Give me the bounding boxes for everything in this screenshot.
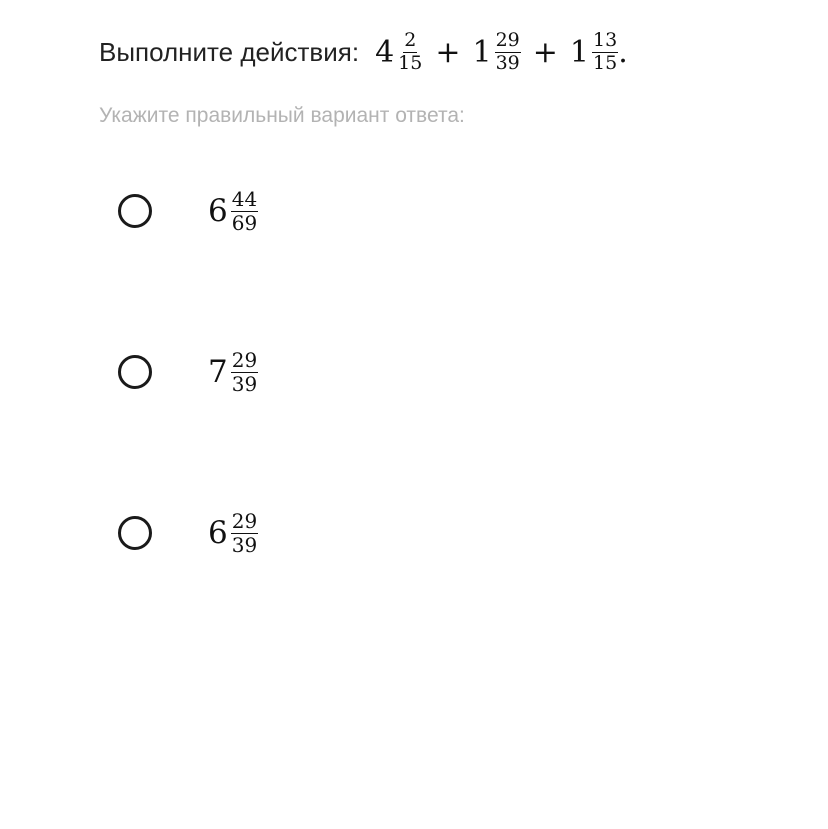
answer-option-3[interactable] — [118, 498, 418, 568]
option-3-fraction — [231, 508, 258, 557]
term-1-numerator: 2 — [404, 28, 417, 51]
option-1-denominator: 69 — [231, 210, 258, 235]
question-text: Выполните действия: — [99, 36, 360, 67]
term-2-fraction — [495, 28, 521, 74]
option-3-numerator: 29 — [231, 508, 258, 533]
radio-button[interactable] — [118, 516, 152, 550]
option-1-whole: 6 — [208, 193, 228, 229]
option-3-value — [208, 508, 258, 557]
option-2-fraction — [231, 347, 258, 396]
term-3-whole: 1 — [569, 34, 589, 70]
term-1-denominator: 15 — [398, 51, 423, 74]
option-3-whole: 6 — [208, 515, 228, 551]
option-1-numerator: 44 — [231, 186, 258, 211]
answer-option-2[interactable] — [118, 337, 418, 407]
expression-end: . — [618, 34, 628, 70]
answer-option-1[interactable] — [118, 176, 418, 246]
option-2-value — [208, 347, 258, 396]
radio-button[interactable] — [118, 355, 152, 389]
option-1-value — [208, 186, 258, 235]
term-2-whole: 1 — [472, 34, 492, 70]
option-3-denominator: 39 — [231, 532, 258, 557]
term-2-numerator: 29 — [495, 28, 520, 51]
option-2-whole: 7 — [208, 354, 228, 390]
plus-operator: + — [435, 34, 461, 70]
question-expression — [375, 28, 628, 74]
term-3-denominator: 15 — [593, 51, 618, 74]
question — [99, 22, 628, 82]
option-1-fraction — [231, 186, 258, 235]
term-2-denominator: 39 — [495, 51, 520, 74]
radio-button[interactable] — [118, 194, 152, 228]
term-3-numerator: 13 — [593, 28, 618, 51]
plus-operator: + — [532, 34, 558, 70]
option-2-denominator: 39 — [231, 371, 258, 396]
answer-hint: Укажите правильный вариант ответа: — [99, 104, 465, 127]
term-1-fraction — [397, 28, 423, 74]
option-2-numerator: 29 — [231, 347, 258, 372]
term-3-fraction — [592, 28, 618, 74]
term-1-whole: 4 — [375, 34, 395, 70]
